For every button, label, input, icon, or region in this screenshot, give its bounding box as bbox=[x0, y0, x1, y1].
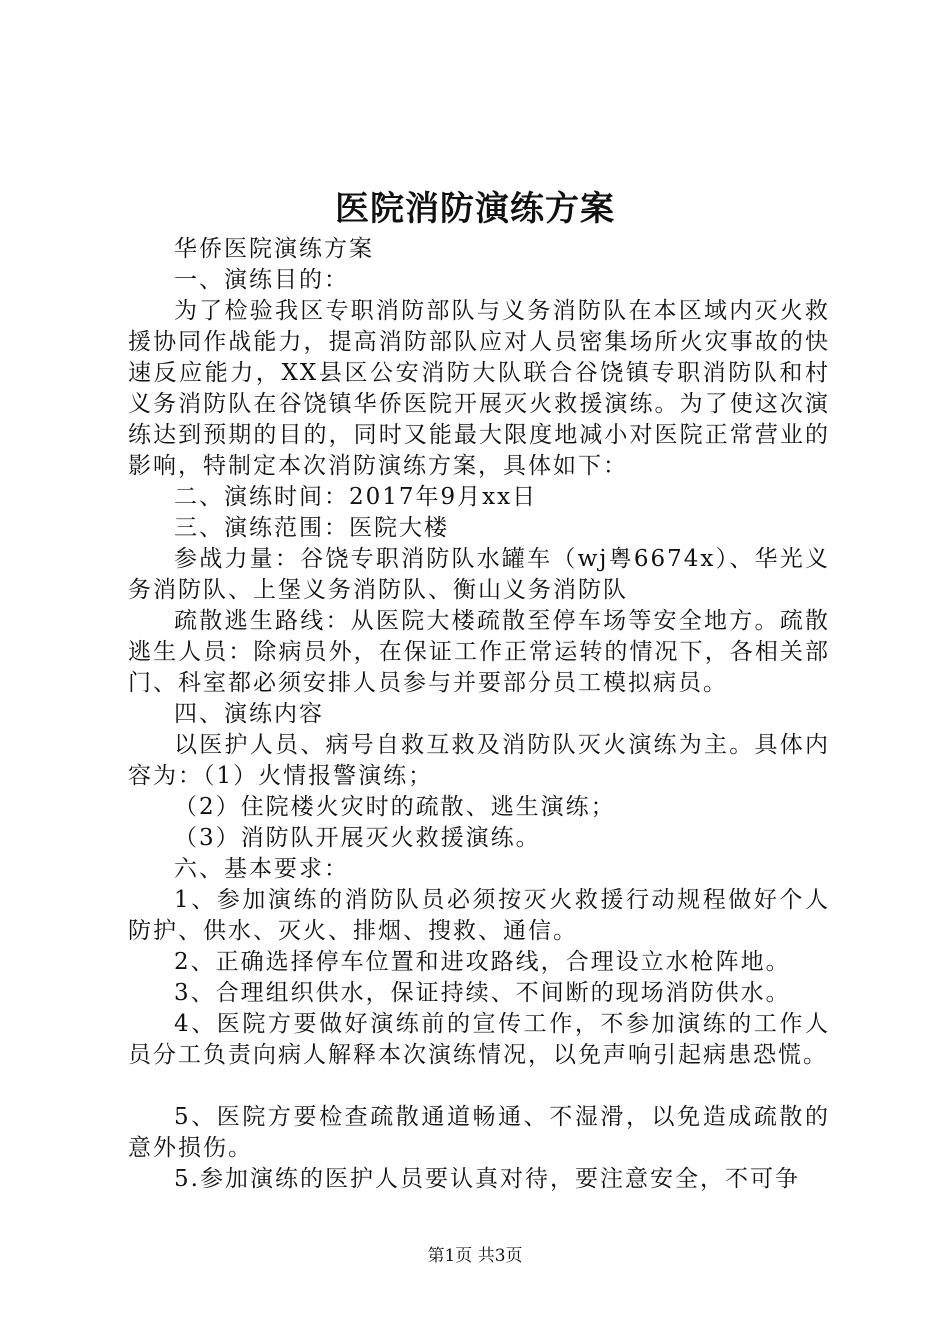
paragraph-requirement-1: 1、参加演练的消防队员必须按灭火救援行动规程做好个人防护、供水、灭火、排烟、搜救、通信。 bbox=[128, 887, 830, 944]
paragraph-content-item-3: （3）消防队开展灭火救援演练。 bbox=[174, 825, 541, 851]
document-title: 医院消防演练方案 bbox=[335, 189, 615, 229]
paragraph-section-time: 二、演练时间：2017年9月xx日 bbox=[174, 484, 538, 510]
document-body bbox=[128, 234, 830, 1195]
paragraph-requirement-3: 3、合理组织供水，保证持续、不间断的现场消防供水。 bbox=[174, 980, 791, 1006]
paragraph-content-body: 以医护人员、病号自救互救及消防队灭火演练为主。具体内容为：（1）火情报警演练； bbox=[128, 732, 830, 789]
paragraph-section-requirements: 六、基本要求： bbox=[174, 856, 349, 882]
paragraph-section-scope: 三、演练范围：医院大楼 bbox=[174, 515, 449, 541]
paragraph-purpose-body: 为了检验我区专职消防部队与义务消防队在本区域内灭火救援协同作战能力，提高消防部队应对人员密集场所火灾事故的快速反应能力，XX县区公安消防大队联合谷饶镇专职消防队和村义务消防队在谷饶镇华侨医院开展灭火救援演练。为了使这次演练达到预期的目的，同时又能最大限度地减小对医院正常营业的影响，特制定本次消防演练方案，具体如下： bbox=[128, 298, 830, 479]
paragraph-evacuation: 疏散逃生路线：从医院大楼疏散至停车场等安全地方。疏散逃生人员：除病员外，在保证工作正常运转的情况下，各相关部门、科室都必须安排人员参与并要部分员工模拟病员。 bbox=[128, 608, 830, 696]
paragraph-subtitle: 华侨医院演练方案 bbox=[174, 236, 374, 262]
page-footer: 第1页 共3页 bbox=[427, 1246, 523, 1266]
paragraph-requirement-5b: 5.参加演练的医护人员要认真对待，要注意安全，不可争 bbox=[174, 1166, 800, 1192]
paragraph-requirement-4: 4、医院方要做好演练前的宣传工作，不参加演练的工作人员分工负责向病人解释本次演练情况，以免声响引起病患恐慌。 bbox=[128, 1011, 830, 1068]
paragraph-spacer bbox=[128, 1071, 830, 1102]
paragraph-section-content: 四、演练内容 bbox=[174, 701, 324, 727]
paragraph-section-purpose: 一、演练目的： bbox=[174, 267, 349, 293]
paragraph-content-item-2: （2）住院楼火灾时的疏散、逃生演练； bbox=[174, 794, 616, 820]
paragraph-forces: 参战力量：谷饶专职消防队水罐车（wj粤6674x）、华光义务消防队、上堡义务消防队、衡山义务消防队 bbox=[128, 546, 830, 603]
paragraph-requirement-5a: 5、医院方要检查疏散通道畅通、不湿滑，以免造成疏散的意外损伤。 bbox=[128, 1104, 830, 1161]
paragraph-requirement-2: 2、正确选择停车位置和进攻路线，合理设立水枪阵地。 bbox=[174, 949, 791, 975]
